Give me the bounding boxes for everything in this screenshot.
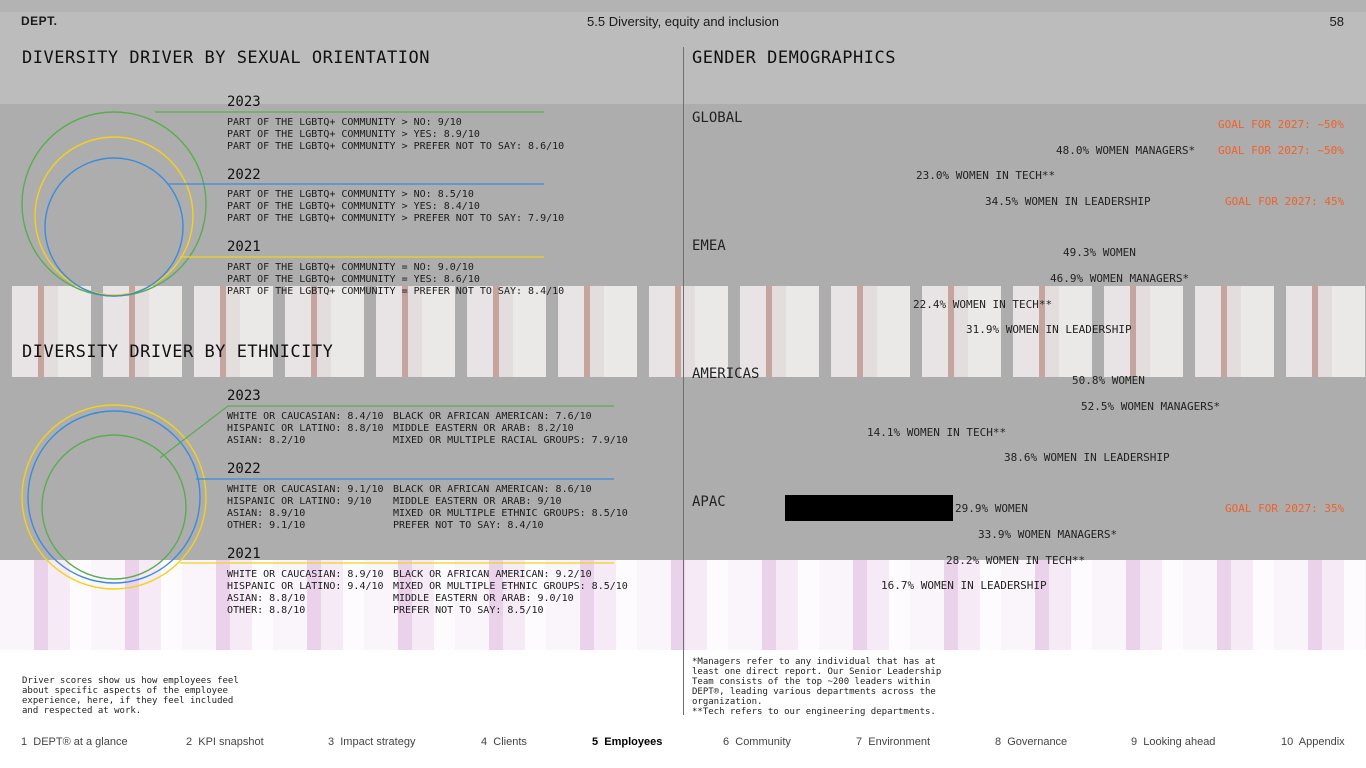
apac-goal: GOAL FOR 2027: 35% <box>1225 502 1345 515</box>
nav-item-8[interactable]: 8 Governance <box>995 736 1068 748</box>
eth-2023-c2-1: BLACK OR AFRICAN AMERICAN: 7.6/10 <box>393 411 592 422</box>
eth-2023-c2-2: MIDDLE EASTERN OR ARAB: 8.2/10 <box>393 423 574 434</box>
eth-2023-c1-1: WHITE OR CAUCASIAN: 8.4/10 <box>227 411 384 422</box>
orientation-2023-line-1: PART OF THE LGBTQ+ COMMUNITY > NO: 9/10 <box>227 117 462 128</box>
nav-item-2[interactable]: 2 KPI snapshot <box>186 736 264 748</box>
ethnicity-year-2022: 2022 <box>227 461 261 477</box>
eth-2021-c2-4: PREFER NOT TO SAY: 8.5/10 <box>393 605 544 616</box>
orientation-2021-line-1: PART OF THE LGBTQ+ COMMUNITY = NO: 9.0/10 <box>227 262 474 273</box>
driver-footnote: Driver scores show us how employees feel about specific aspects of the employee experience, here, if they feel included and respected at work. <box>22 676 239 716</box>
nav-item-4[interactable]: 4 Clients <box>481 736 527 748</box>
eth-2022-c1-4: OTHER: 9.1/10 <box>227 520 306 531</box>
americas-tech: 14.1% WOMEN IN TECH** <box>867 426 1007 439</box>
orientation-2021-line-3: PART OF THE LGBTQ+ COMMUNITY = PREFER NOT TO SAY: 8.4/10 <box>227 286 565 297</box>
orientation-year-2022: 2022 <box>227 167 261 183</box>
eth-2022-c1-3: ASIAN: 8.9/10 <box>227 508 306 519</box>
orientation-title: DIVERSITY DRIVER BY SEXUAL ORIENTATION <box>22 48 430 68</box>
emea-tech: 22.4% WOMEN IN TECH** <box>913 298 1053 311</box>
nav-item-1[interactable]: 1 DEPT® at a glance <box>21 736 128 748</box>
orientation-year-2023: 2023 <box>227 94 261 110</box>
redaction-block <box>785 495 953 521</box>
orientation-2022-line-2: PART OF THE LGBTQ+ COMMUNITY > YES: 8.4/10 <box>227 201 480 212</box>
global-managers: 48.0% WOMEN MANAGERS* <box>1056 144 1196 157</box>
eth-2021-c1-3: ASIAN: 8.8/10 <box>227 593 306 604</box>
nav-item-6[interactable]: 6 Community <box>723 736 791 748</box>
region-emea: EMEA <box>692 238 726 254</box>
eth-ring-2023 <box>42 435 186 579</box>
global-tech: 23.0% WOMEN IN TECH** <box>916 169 1056 182</box>
apac-tech: 28.2% WOMEN IN TECH** <box>946 554 1086 567</box>
emea-leadership: 31.9% WOMEN IN LEADERSHIP <box>966 323 1132 336</box>
region-global: GLOBAL <box>692 110 743 126</box>
ring-2022 <box>45 158 183 296</box>
nav-item-7[interactable]: 7 Environment <box>856 736 931 748</box>
apac-women: 29.9% WOMEN <box>955 502 1028 515</box>
section-nav <box>0 736 1366 750</box>
eth-2021-c1-4: OTHER: 8.8/10 <box>227 605 306 616</box>
americas-leadership: 38.6% WOMEN IN LEADERSHIP <box>1004 451 1170 464</box>
orientation-2021-line-2: PART OF THE LGBTQ+ COMMUNITY = YES: 8.6/10 <box>227 274 480 285</box>
apac-managers: 33.9% WOMEN MANAGERS* <box>978 528 1118 541</box>
gender-title: GENDER DEMOGRAPHICS <box>692 48 896 68</box>
global-goal-women: GOAL FOR 2027: ~50% <box>1218 118 1344 131</box>
eth-2021-c2-2: MIXED OR MULTIPLE ETHNIC GROUPS: 8.5/10 <box>393 581 628 592</box>
eth-2022-c1-2: HISPANIC OR LATINO: 9/10 <box>227 496 372 507</box>
global-goal-leadership: GOAL FOR 2027: 45% <box>1225 195 1345 208</box>
eth-2021-c1-2: HISPANIC OR LATINO: 9.4/10 <box>227 581 384 592</box>
orientation-2023-line-2: PART OF THE LGBTQ+ COMMUNITY > YES: 8.9/10 <box>227 129 480 140</box>
eth-2022-c2-2: MIDDLE EASTERN OR ARAB: 9/10 <box>393 496 562 507</box>
page-number: 58 <box>1329 14 1344 29</box>
ethnicity-title: DIVERSITY DRIVER BY ETHNICITY <box>22 342 334 362</box>
nav-item-5[interactable]: 5 Employees <box>592 736 663 748</box>
emea-women: 49.3% WOMEN <box>1063 246 1136 259</box>
eth-ring-2022 <box>28 411 200 583</box>
orientation-year-2021: 2021 <box>227 239 261 255</box>
orientation-2022-line-3: PART OF THE LGBTQ+ COMMUNITY > PREFER NOT TO SAY: 7.9/10 <box>227 213 565 224</box>
eth-2022-c2-1: BLACK OR AFRICAN AMERICAN: 8.6/10 <box>393 484 592 495</box>
orientation-2022-line-1: PART OF THE LGBTQ+ COMMUNITY > NO: 8.5/10 <box>227 189 474 200</box>
column-divider <box>683 47 684 715</box>
ethnicity-year-2023: 2023 <box>227 388 261 404</box>
eth-2022-c2-4: PREFER NOT TO SAY: 8.4/10 <box>393 520 544 531</box>
eth-2023-c1-2: HISPANIC OR LATINO: 8.8/10 <box>227 423 384 434</box>
eth-2023-c1-3: ASIAN: 8.2/10 <box>227 435 306 446</box>
nav-item-3[interactable]: 3 Impact strategy <box>328 736 416 748</box>
emea-managers: 46.9% WOMEN MANAGERS* <box>1050 272 1190 285</box>
eth-2021-c2-1: BLACK OR AFRICAN AMERICAN: 9.2/10 <box>393 569 592 580</box>
ring-2021 <box>35 137 193 295</box>
eth-2022-c2-3: MIXED OR MULTIPLE ETHNIC GROUPS: 8.5/10 <box>393 508 628 519</box>
ethnicity-year-2021: 2021 <box>227 546 261 562</box>
americas-women: 50.8% WOMEN <box>1072 374 1145 387</box>
orientation-2023-line-3: PART OF THE LGBTQ+ COMMUNITY > PREFER NOT TO SAY: 8.6/10 <box>227 141 565 152</box>
apac-leadership: 16.7% WOMEN IN LEADERSHIP <box>881 579 1047 592</box>
page-title: 5.5 Diversity, equity and inclusion <box>587 14 779 29</box>
dept-logo[interactable]: DEPT. <box>21 14 58 28</box>
region-apac: APAC <box>692 494 726 510</box>
eth-2022-c1-1: WHITE OR CAUCASIAN: 9.1/10 <box>227 484 384 495</box>
nav-item-9[interactable]: 9 Looking ahead <box>1131 736 1216 748</box>
eth-2023-c2-3: MIXED OR MULTIPLE RACIAL GROUPS: 7.9/10 <box>393 435 628 446</box>
americas-managers: 52.5% WOMEN MANAGERS* <box>1081 400 1221 413</box>
global-goal-managers: GOAL FOR 2027: ~50% <box>1218 144 1344 157</box>
eth-2021-c1-1: WHITE OR CAUCASIAN: 8.9/10 <box>227 569 384 580</box>
region-americas: AMERICAS <box>692 366 760 382</box>
gender-footnote: *Managers refer to any individual that has at least one direct report. Our Senior Leadership Team consists of the top ~200 leaders within DEPT®, leading various departments across the organization. **Tech refers to our engineering departments. <box>692 657 942 717</box>
eth-ring-2021 <box>22 405 206 589</box>
eth-2021-c2-3: MIDDLE EASTERN OR ARAB: 9.0/10 <box>393 593 574 604</box>
nav-item-10[interactable]: 10 Appendix <box>1281 736 1345 748</box>
global-leadership: 34.5% WOMEN IN LEADERSHIP <box>985 195 1151 208</box>
